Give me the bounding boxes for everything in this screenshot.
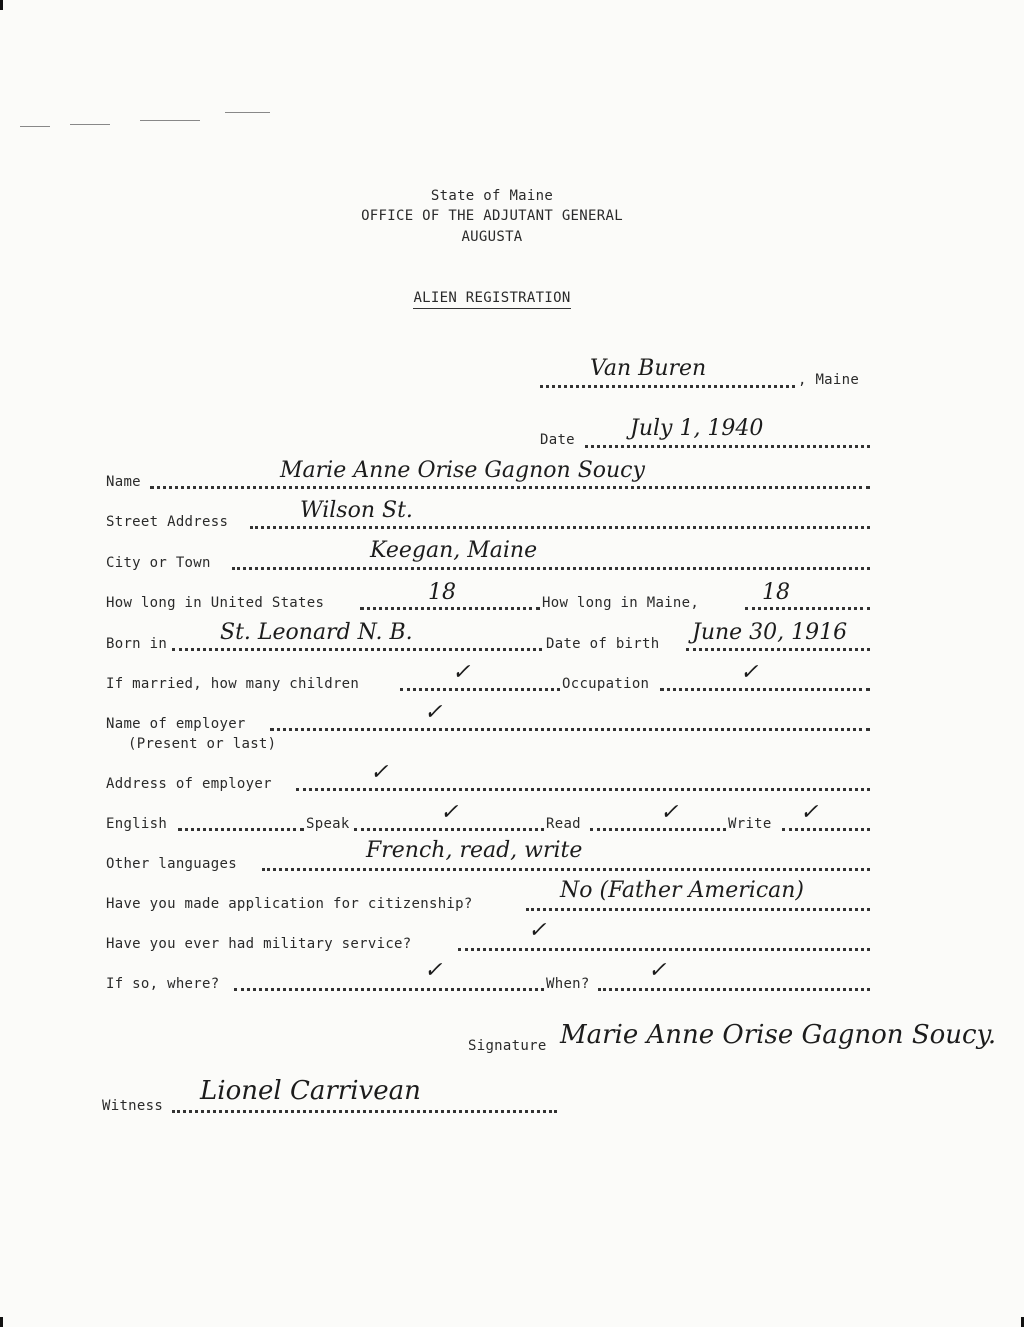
form-title	[392, 290, 592, 306]
witness-dots	[172, 1110, 557, 1113]
english-dots	[178, 828, 304, 831]
where-dots	[234, 988, 544, 991]
street-dots	[250, 526, 870, 529]
born-in-value: St. Leonard N. B.	[220, 620, 413, 645]
place-value: Van Buren	[590, 356, 707, 381]
where-label: If so, where?	[106, 976, 220, 992]
occupation-dots	[660, 688, 870, 691]
born-in-dots	[172, 648, 542, 651]
read-label: Read	[546, 816, 581, 832]
employer-sublabel: (Present or last)	[128, 736, 277, 752]
city-value: Keegan, Maine	[370, 538, 538, 563]
years-us-value: 18	[428, 580, 456, 605]
citizenship-label: Have you made application for citizenship?	[106, 896, 473, 912]
military-dots	[458, 948, 870, 951]
scan-mark	[225, 112, 270, 113]
years-us-dots	[360, 607, 540, 610]
citizenship-value: No (Father American)	[560, 878, 805, 903]
english-label: English	[106, 816, 168, 832]
scan-edge	[0, 1317, 3, 1327]
place-dots	[540, 385, 795, 388]
header-office: OFFICE OF THE ADJUTANT GENERAL	[361, 208, 623, 224]
signature-label: Signature	[468, 1038, 547, 1054]
street-value: Wilson St.	[300, 498, 413, 523]
witness-value: Lionel Carrivean	[200, 1076, 421, 1106]
date-value: July 1, 1940	[630, 416, 764, 441]
scan-mark	[140, 120, 200, 121]
city-dots	[232, 567, 870, 570]
years-maine-dots	[745, 607, 870, 610]
city-label: City or Town	[106, 555, 211, 571]
years-us-label: How long in United States	[106, 595, 325, 611]
scan-mark	[70, 124, 110, 125]
when-label: When?	[546, 976, 590, 992]
citizenship-dots	[526, 908, 870, 911]
name-dots	[150, 486, 870, 489]
occupation-label: Occupation	[562, 676, 650, 692]
military-label: Have you ever had military service?	[106, 936, 412, 952]
write-label: Write	[728, 816, 772, 832]
date-dots	[585, 445, 870, 448]
occupation-value: ✓	[740, 660, 759, 685]
other-languages-dots	[262, 868, 870, 871]
employer-dots	[270, 728, 870, 731]
other-languages-value: French, read, write	[366, 838, 583, 863]
birth-date-value: June 30, 1916	[692, 620, 848, 645]
scan-edge	[0, 0, 3, 10]
signature-value: Marie Anne Orise Gagnon Soucy.	[560, 1020, 997, 1050]
street-label: Street Address	[106, 514, 229, 530]
place-suffix: , Maine	[798, 372, 860, 388]
speak-value: ✓	[440, 800, 459, 825]
date-label: Date	[540, 432, 575, 448]
employer-address-dots	[296, 788, 870, 791]
form-title-text: ALIEN REGISTRATION	[413, 290, 570, 309]
children-value: ✓	[452, 660, 471, 685]
speak-dots	[354, 828, 544, 831]
years-maine-value: 18	[762, 580, 790, 605]
write-dots	[782, 828, 870, 831]
employer-label: Name of employer	[106, 716, 246, 732]
read-dots	[590, 828, 726, 831]
speak-label: Speak	[306, 816, 350, 832]
write-value: ✓	[800, 800, 819, 825]
header-city: AUGUSTA	[461, 229, 523, 245]
birth-date-label: Date of birth	[546, 636, 660, 652]
where-value: ✓	[424, 958, 443, 983]
employer-address-label: Address of employer	[106, 776, 272, 792]
military-value: ✓	[528, 918, 547, 943]
employer-value: ✓	[424, 700, 443, 725]
when-value: ✓	[648, 958, 667, 983]
years-maine-label: How long in Maine,	[542, 595, 700, 611]
other-languages-label: Other languages	[106, 856, 237, 872]
birth-date-dots	[686, 648, 870, 651]
born-in-label: Born in	[106, 636, 168, 652]
scan-mark	[20, 126, 50, 127]
children-dots	[400, 688, 560, 691]
employer-address-value: ✓	[370, 760, 389, 785]
witness-label: Witness	[102, 1098, 164, 1114]
name-label: Name	[106, 474, 141, 490]
read-value: ✓	[660, 800, 679, 825]
children-label: If married, how many children	[106, 676, 360, 692]
when-dots	[598, 988, 870, 991]
header-state: State of Maine	[430, 188, 554, 204]
name-value: Marie Anne Orise Gagnon Soucy	[280, 458, 645, 483]
